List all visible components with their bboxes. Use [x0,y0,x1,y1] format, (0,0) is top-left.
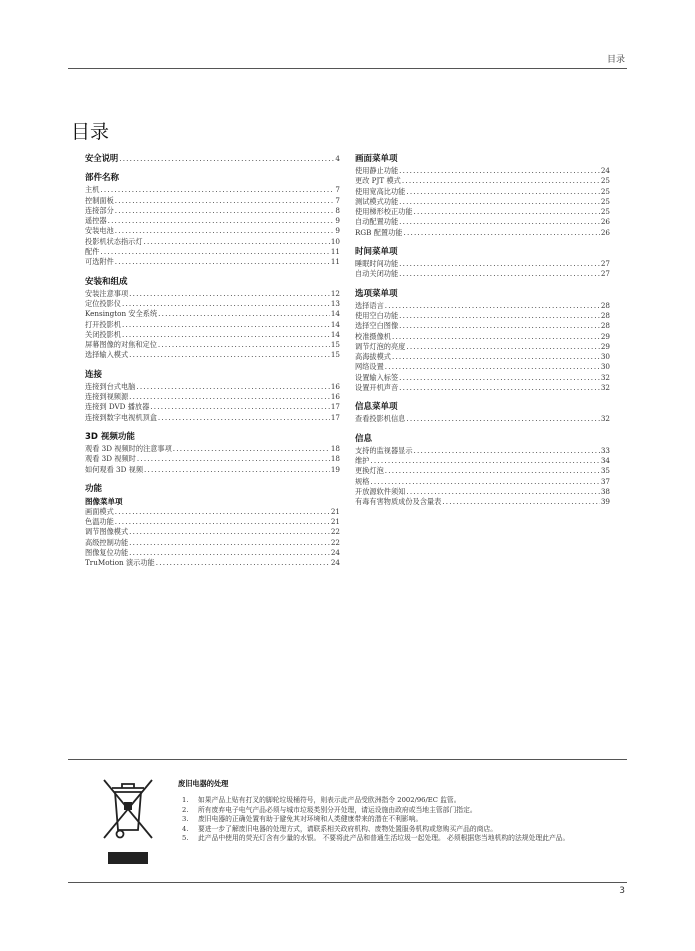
toc-entry-page: 9 [335,216,340,226]
toc-entry-page: 29 [600,341,610,351]
toc-entry-label: 高级控制功能 [85,537,129,547]
toc-entry-label: 校准摄像机 [355,331,391,341]
toc-leader-dots [156,558,330,568]
toc-entry[interactable] [85,444,340,454]
toc-entry[interactable] [355,207,610,217]
toc-entry-page: 11 [330,257,340,267]
toc-leader-dots [406,414,600,424]
toc-entry[interactable] [85,237,340,247]
toc-leader-dots [115,257,330,267]
toc-entry-label: 使用宽高比功能 [355,186,406,196]
disposal-title: 废旧电器的处理 [178,779,229,788]
toc-entry-label: TruMotion 演示功能 [85,558,155,568]
toc-entry-label: 支持的监视器显示 [355,445,413,455]
toc-entry-label: 连接部分 [85,205,114,215]
toc-entry-label: 安装注意事项 [85,288,129,298]
toc-entry[interactable] [85,340,340,350]
toc-entry-page: 32 [600,372,610,382]
toc-section [355,153,610,238]
toc-leader-dots [122,330,330,340]
crossed-out-wheelie-bin-icon [98,772,158,866]
toc-entry[interactable] [85,382,340,392]
toc-section [85,153,340,164]
toc-entry[interactable] [355,311,610,321]
toc-entry-label: 使用静止功能 [355,166,399,175]
toc-entry[interactable] [85,247,340,257]
toc-leader-dots [108,216,335,226]
toc-entry-page: 26 [600,227,610,237]
toc-leader-dots [144,465,330,475]
toc-entry[interactable] [355,259,610,269]
toc-entry-page: 28 [600,321,610,331]
toc-entry-page: 8 [335,205,340,215]
toc-entry[interactable] [85,392,340,402]
toc-entry-page: 32 [600,414,610,424]
toc-entry-label: 选择输入模式 [85,350,129,360]
toc-entry-page: 24 [600,166,610,175]
toc-leader-dots [119,154,334,164]
toc-entry-page: 15 [330,350,340,360]
toc-section [85,483,340,569]
toc-entry[interactable] [85,196,340,206]
header-rule [68,68,627,69]
toc-leader-dots [385,362,600,372]
toc-entry-label: 设置输入标签 [355,372,399,382]
toc-section-title: 部件名称 [85,173,120,184]
disposal-list [178,796,628,844]
toc-entry[interactable] [85,538,340,548]
toc-entry-label: 可选附件 [85,257,114,267]
toc-entry[interactable] [355,466,610,476]
toc-leader-dots [136,382,330,392]
toc-entry-page: 21 [330,517,340,527]
toc-entry-label: 调节图像模式 [85,527,129,537]
toc-leader-dots [406,187,600,197]
toc-entry[interactable] [85,402,340,412]
toc-entry-page: 26 [600,217,610,227]
disposal-item-text: 如果产品上贴有打叉的脚轮垃圾桶符号，则表示此产品受欧洲指令 2002/96/EC 监管。 [198,796,461,804]
disposal-list-item [178,834,628,844]
toc-entry-label: 调节灯泡的亮度 [355,341,406,351]
toc-entry-page: 16 [330,392,340,402]
toc-entry-page: 24 [330,558,340,568]
toc-entry[interactable] [355,197,610,207]
toc-entry[interactable] [85,185,340,195]
toc-leader-dots [150,402,330,412]
toc-entry-page: 7 [335,185,340,195]
toc-entry-page: 7 [335,195,340,205]
toc-entry-label: 关闭投影机 [85,329,121,339]
toc-entry[interactable] [85,299,340,309]
toc-right-column [355,153,610,515]
toc-entry-page: 16 [330,381,340,391]
toc-section-title: 3D 视频功能 [85,431,135,442]
toc-entry[interactable] [355,362,610,372]
disposal-item-number: 2. [182,805,189,814]
toc-entry-label: 连接到视频源 [85,392,129,402]
footer-rule [68,882,627,883]
toc-leader-dots [144,237,330,247]
toc-leader-dots [370,477,599,487]
toc-entry[interactable] [85,226,340,236]
toc-section-title: 信息 [355,433,373,444]
toc-entry-page: 22 [330,527,340,537]
toc-entry-page: 12 [330,288,340,298]
toc-leader-dots [100,247,329,257]
toc-section [355,401,610,424]
toc-leader-dots [173,444,330,454]
toc-leader-dots [406,342,600,352]
toc-entry-page: 25 [600,196,610,206]
toc-entry[interactable] [355,373,610,383]
toc-entry[interactable] [85,257,340,267]
toc-leader-dots [129,350,330,360]
disposal-list-item [178,806,628,816]
toc-entry[interactable] [355,414,610,424]
toc-leader-dots [115,517,330,527]
toc-entry-label: 选择语言 [355,300,384,310]
toc-entry[interactable] [355,269,610,279]
toc-entry[interactable] [355,228,610,238]
toc-entry[interactable] [355,477,610,487]
toc-entry-label: 选择空白图像 [355,321,399,331]
toc-entry-page: 10 [330,236,340,246]
page-title: 目录 [71,121,110,143]
toc-entry-page: 33 [600,445,610,455]
toc-entry-label: 使用空白功能 [355,310,399,320]
toc-entry[interactable] [85,206,340,216]
toc-entry-label: 安全说明 [85,153,119,163]
toc-entry-page: 14 [330,329,340,339]
toc-entry-label: 投影机状态指示灯 [85,236,143,246]
toc-entry-label: 开放源软件须知 [355,486,406,496]
toc-leader-dots [399,197,600,207]
toc-entry-page: 24 [330,548,340,558]
toc-entry-label: Kensington 安全系统 [85,309,158,319]
toc-entry-page: 39 [600,497,610,507]
toc-entry[interactable] [85,548,340,558]
toc-section-title: 安装和组成 [85,276,128,287]
toc-entry[interactable] [85,330,340,340]
toc-entry-page: 27 [600,269,610,279]
toc-section-title: 连接 [85,369,103,380]
toc-entry[interactable] [85,527,340,537]
toc-entry[interactable] [85,320,340,330]
toc-entry[interactable] [85,454,340,464]
toc-entry[interactable] [85,350,340,360]
toc-entry-page: 29 [600,331,610,341]
toc-entry-page: 18 [330,443,340,453]
toc-section [85,431,340,475]
toc-entry-label: 安装电池 [85,226,114,236]
toc-entry-page: 13 [330,298,340,308]
toc-entry-page: 18 [330,454,340,464]
toc-entry[interactable] [355,352,610,362]
toc-leader-dots [385,466,600,476]
toc-leader-dots [158,340,330,350]
toc-entry-page: 27 [600,259,610,269]
toc-entry[interactable] [355,342,610,352]
toc-entry-label: 控制面板 [85,195,114,205]
toc-entry-page: 37 [600,476,610,486]
toc-entry-page: 15 [330,340,340,350]
toc-entry-page: 22 [330,537,340,547]
toc-entry-label: 屏幕图像的对焦和定位 [85,340,157,350]
toc-entry[interactable] [85,517,340,527]
toc-leader-dots [402,176,600,186]
toc-entry-page: 19 [330,464,340,474]
disposal-item-text: 要进一步了解废旧电器的处理方式，请联系相关政府机构、废物处置服务机构或您购买产品的商店。 [198,824,498,833]
disposal-item-number: 5. [182,834,189,843]
toc-entry[interactable] [355,217,610,227]
toc-entry-label: 测试模式功能 [355,196,399,206]
disposal-item-text: 废旧电器的正确处置有助于避免其对环境和人类健康带来的潜在不利影响。 [198,815,423,824]
disposal-list-item [178,825,628,835]
toc-leader-dots [399,217,600,227]
toc-entry-label: 规格 [355,476,370,486]
toc-leader-dots [414,446,600,456]
toc-leader-dots [122,320,330,330]
toc-leader-dots [129,538,330,548]
toc-section-title: 画面菜单项 [355,154,398,164]
toc-leader-dots [399,259,600,269]
toc-leader-dots [403,228,599,238]
disposal-item-text: 所有废弃电子电气产品必须与城市垃圾类别分开处理，请运设施由政府或当地主管部门指定。 [198,805,477,814]
toc-leader-dots [129,527,330,537]
toc-section-title: 信息菜单项 [355,402,398,413]
toc-entry-label: 连接到 DVD 播放器 [85,402,150,412]
toc-entry[interactable] [355,301,610,311]
toc-entry[interactable] [355,446,610,456]
toc-entry-label: 打开投影机 [85,319,121,329]
toc-entry-label: RGB 配置功能 [355,227,403,237]
toc-entry-label: 观看 3D 视频时 [85,454,136,464]
running-header: 目录 [606,55,625,65]
toc-entry-page: 25 [600,176,610,186]
disposal-top-rule [68,759,627,760]
toc-entry[interactable] [85,413,340,423]
toc-entry-label: 定位投影仪 [85,298,121,308]
toc-entry-label: 图像复位功能 [85,548,129,558]
toc-entry-label: 配件 [85,247,100,257]
toc-leader-dots [137,454,330,464]
toc-leader-dots [158,413,330,423]
toc-entry-label: 有毒有害物质成份及含量表 [355,497,442,507]
toc-entry-label: 色温功能 [85,517,114,527]
toc-entry-page: 28 [600,310,610,320]
toc-section [85,172,340,267]
toc-entry-page: 30 [600,362,610,372]
toc-section-title: 时间菜单项 [355,247,398,258]
toc-entry[interactable] [355,187,610,197]
toc-entry-label: 维护 [355,455,370,465]
toc-entry-page: 14 [330,309,340,319]
toc-leader-dots [129,392,330,402]
toc-leader-dots [115,226,335,236]
toc-entry[interactable] [85,507,340,517]
toc-entry-label: 画面模式 [85,506,114,516]
toc-entry-label: 高海拔模式 [355,352,391,362]
toc-leader-dots [100,185,334,195]
toc-leader-dots [115,507,330,517]
toc-entry-page: 35 [600,466,610,476]
toc-entry[interactable] [355,332,610,342]
toc-entry[interactable] [355,456,610,466]
toc-leader-dots [115,196,335,206]
toc-leader-dots [392,332,600,342]
toc-leader-dots [399,311,600,321]
toc-entry-page: 28 [600,300,610,310]
toc-section [355,246,610,280]
toc-entry[interactable] [355,321,610,331]
toc-entry-page: 9 [335,226,340,236]
toc-entry-label: 睡眠时间功能 [355,259,399,269]
toc-leader-dots [399,383,600,393]
toc-entry-page: 32 [600,383,610,393]
toc-leader-dots [370,456,599,466]
toc-entry[interactable] [85,309,340,319]
toc-entry-page: 34 [600,455,610,465]
toc-leader-dots [399,166,600,176]
toc-entry-page: 14 [330,319,340,329]
toc-entry-page: 21 [330,506,340,516]
toc-leader-dots [385,301,600,311]
toc-leader-dots [442,497,600,507]
toc-leader-dots [392,352,600,362]
toc-entry-label: 网络设置 [355,362,384,372]
toc-entry-label: 遥控器 [85,216,107,226]
toc-entry[interactable] [85,558,340,568]
toc-entry-label: 如何观看 3D 视频 [85,464,144,474]
toc-entry[interactable] [85,153,340,164]
toc-leader-dots [115,206,335,216]
toc-entry[interactable] [355,487,610,497]
toc-entry-label: 连接到数字电视机顶盒 [85,412,157,422]
toc-entry-label: 自动关闭功能 [355,269,399,279]
toc-entry-label: 观看 3D 视频时的注意事项 [85,443,172,453]
toc-leader-dots [129,548,330,558]
toc-entry[interactable] [355,383,610,393]
toc-leader-dots [122,299,330,309]
toc-section-title: 选项菜单项 [355,288,398,299]
disposal-list-item [178,815,628,825]
toc-entry-label: 使用梯形校正功能 [355,207,413,217]
toc-entry-label: 连接到台式电脑 [85,381,136,391]
toc-leader-dots [406,487,600,497]
toc-entry-label: 更换灯泡 [355,466,384,476]
toc-entry-page: 17 [330,402,340,412]
toc-entry[interactable] [355,176,610,186]
page-number: 3 [619,886,625,896]
toc-leader-dots [399,321,600,331]
disposal-list-item [178,796,628,806]
toc-entry-page: 25 [600,207,610,217]
toc-section [85,276,340,361]
disposal-item-text: 此产品中使用的荧光灯含有少量的水银。 不要将此产品和普通生活垃圾一起处理。 必须根据您当地机构的法规处理此产品。 [198,834,570,843]
toc-section [85,369,340,423]
toc-entry-label: 自动配置功能 [355,217,399,227]
disposal-item-number: 3. [182,815,189,824]
toc-entry[interactable] [355,166,610,176]
toc-entry-page: 30 [600,352,610,362]
toc-leader-dots [399,373,600,383]
toc-leader-dots [158,309,330,319]
toc-left-column [85,153,340,577]
toc-entry-page: 17 [330,412,340,422]
disposal-item-number: 1. [182,796,189,804]
disposal-item-number: 4. [182,824,189,833]
toc-section [355,288,610,394]
toc-section-title: 功能 [85,483,103,494]
toc-entry-page: 11 [330,247,340,257]
toc-entry-label: 主机 [85,185,100,195]
toc-entry-page: 25 [600,186,610,196]
toc-entry-label: 查看投影机信息 [355,414,406,424]
toc-entry[interactable] [85,289,340,299]
toc-entry[interactable] [85,216,340,226]
toc-leader-dots [399,269,600,279]
toc-entry-label: 更改 PJT 模式 [355,176,401,186]
toc-entry[interactable] [355,497,610,507]
toc-leader-dots [414,207,600,217]
toc-entry[interactable] [85,465,340,475]
toc-subsection-title: 图像菜单项 [85,496,123,506]
toc-leader-dots [129,289,330,299]
toc-entry-label: 设置开机声音 [355,383,399,393]
toc-entry-page: 38 [600,486,610,496]
toc-entry-page: 4 [335,154,340,163]
toc-section [355,433,610,508]
